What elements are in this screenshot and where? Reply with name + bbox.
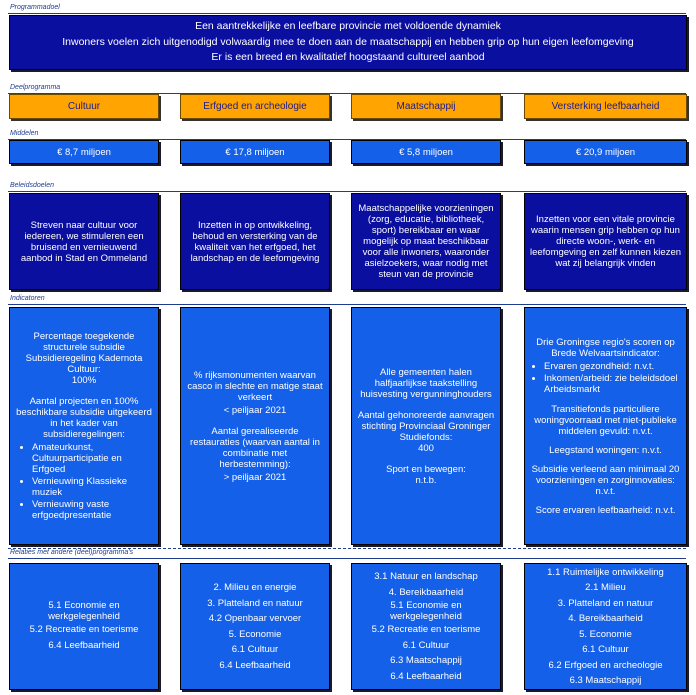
label-deelprogramma: Deelprogramma (10, 84, 61, 91)
deelprogramma-leefbaarheid: Versterking leefbaarheid (524, 94, 687, 119)
divider (8, 191, 686, 192)
indicator-value: n.t.b. (415, 474, 437, 486)
relatie-item: 6.4 Leefbaarheid (390, 670, 462, 682)
relatie-item: 5. Economie (579, 628, 632, 640)
relatie-item: 4. Bereikbaarheid (568, 613, 643, 624)
relatie-item: 3. Platteland en natuur (557, 597, 654, 609)
indicatoren-erfgoed (180, 307, 330, 545)
indicator-text: % rijksmonumenten waarvan casco in slechte en matige staat verkeert (187, 369, 323, 403)
indicatoren-cultuur (9, 307, 159, 545)
beleidsdoel-maatschappij (351, 193, 501, 290)
indicator-text: Leegstand woningen: n.v.t. (549, 444, 662, 456)
indicator-bullet: • Ervaren gezondheid: n.v.t. (544, 361, 683, 372)
label-indicatoren: Indicatoren (10, 295, 45, 302)
indicator-text: Alle gemeenten halen halfjaarlijkse taakstelling huisvesting vergunninghouders (360, 366, 492, 400)
relatie-item: 5. Economie (228, 628, 282, 640)
indicator-bullets (528, 361, 683, 396)
indicator-text: Aantal projecten en 100% beschikbare subsidie uitgekeerd in het kader van subsidieregelingen: (16, 395, 152, 440)
label-middelen: Middelen (10, 130, 39, 137)
relatie-item: 2. Milieu en energie (213, 582, 297, 593)
indicator-value: > peiljaar 2021 (223, 471, 287, 483)
relatie-item: 6.2 Erfgoed en archeologie (548, 659, 663, 671)
relatie-item: 6.3 Maatschappij (390, 655, 462, 666)
deelprogramma-erfgoed: Erfgoed en archeologie (180, 94, 330, 119)
relatie-item: 6.4 Leefbaarheid (219, 659, 291, 671)
divider (8, 13, 686, 14)
relatie-item: 4.2 Openbaar vervoer (208, 613, 302, 624)
programmadoel-line: Er is een breed en kwalitatief hoogstaand cultureel aanbod (211, 51, 485, 64)
relatie-item: 4. Bereikbaarheid (388, 586, 464, 598)
beleidsdoel-erfgoed (180, 193, 330, 290)
indicator-value: 400 (418, 442, 434, 454)
programmadoel-box (9, 15, 687, 70)
middelen-leefbaarheid: € 20,9 miljoen (524, 140, 687, 164)
indicator-text: Aantal gehonoreerde aanvragen stichting Provinciaal Groninger Studiefonds: (357, 409, 495, 443)
deelprogramma-maatschappij: Maatschappij (351, 94, 501, 119)
indicator-text: Aantal gerealiseerde restauraties (waarvan aantal in combinatie met herbestemming): (190, 425, 320, 470)
label-beleidsdoelen: Beleidsdoelen (10, 182, 54, 189)
beleidsdoel-text: Inzetten voor een vitale provincie waarin mensen grip hebben op hun directe woon-, werk- en leefomgeving en zelf kunnen kiezen wat zij belangrijk vinden (529, 214, 682, 269)
middelen-maatschappij: € 5,8 miljoen (351, 140, 501, 164)
programmadoel-line: Een aantrekkelijke en leefbare provincie met voldoende dynamiek (195, 20, 501, 33)
indicator-bullet: • Vernieuwing Klassieke muziek (32, 476, 152, 498)
relatie-item: 6.1 Cultuur (231, 644, 279, 655)
beleidsdoel-text: Maatschappelijke voorzieningen (zorg, educatie, bibliotheek, sport) bereikbaar en waar mogelijk op maat beschikbaar voor alle inwoners, waaronder asielzoekers, waar nodig met steun van de provincie (358, 203, 494, 280)
middelen-erfgoed: € 17,8 miljoen (180, 140, 330, 164)
middelen-cultuur: € 8,7 miljoen (9, 140, 159, 164)
relatie-item: 5.1 Economie en werkgelegenheid (390, 600, 462, 622)
divider (8, 548, 686, 549)
indicator-text: Sport en bewegen: (386, 463, 466, 475)
indicator-value: < peiljaar 2021 (223, 404, 287, 416)
relaties-leefbaarheid (524, 563, 687, 690)
relatie-item: 5.1 Economie en werkgelegenheid (48, 600, 120, 622)
indicator-bullet: • Vernieuwing vaste erfgoedpresentatie (32, 499, 152, 521)
indicator-text: Transitiefonds particuliere woningvoorraad met niet-publieke middelen gevuld: n.v.t. (534, 403, 677, 437)
indicatoren-leefbaarheid (524, 307, 687, 545)
label-relaties: Relaties met andere (deel)programma's (10, 549, 134, 556)
indicator-bullet: • Inkomen/arbeid: zie beleidsdoel Arbeidsmarkt (544, 373, 683, 395)
relatie-item: 6.3 Maatschappij (569, 675, 642, 686)
deelprogramma-cultuur: Cultuur (9, 94, 159, 119)
relatie-item: 5.2 Recreatie en toerisme (29, 624, 139, 635)
beleidsdoel-leefbaarheid (524, 193, 687, 290)
divider (8, 558, 686, 559)
relatie-item: 6.1 Cultuur (402, 639, 450, 651)
relatie-item: 5.2 Recreatie en toerisme (371, 624, 481, 635)
programmadoel-line: Inwoners voelen zich uitgenodigd volwaardig mee te doen aan de maatschappij en hebben grip op hun eigen leefomgeving (62, 35, 634, 48)
relatie-item: 1.1 Ruimtelijke ontwikkeling (547, 566, 664, 578)
indicator-bullets (16, 442, 152, 522)
indicator-bullet: • Amateurkunst, Cultuurparticipatie en Erfgoed (32, 442, 152, 475)
indicator-text: Subsidie verleend aan minimaal 20 voorzieningen en zorginnovaties: n.v.t. (531, 463, 680, 497)
indicatoren-maatschappij (351, 307, 501, 545)
divider (8, 304, 686, 305)
relatie-item: 2.1 Milieu (585, 582, 626, 593)
relatie-item: 3.1 Natuur en landschap (374, 571, 478, 582)
relaties-erfgoed (180, 563, 330, 690)
relatie-item: 6.1 Cultuur (582, 644, 629, 655)
beleidsdoel-cultuur (9, 193, 159, 290)
beleidsdoel-text: Inzetten in op ontwikkeling, behoud en versterking van de kwaliteit van het erfgoed, het landschap en de leefomgeving (190, 219, 320, 264)
indicator-value: 100% (71, 374, 97, 386)
relaties-maatschappij (351, 563, 501, 690)
indicator-text: Percentage toegekende structurele subsidie Subsidieregeling Kadernota Cultuur: (25, 330, 143, 375)
indicator-text: Drie Groningse regio's scoren op Brede Welvaartsindicator: (536, 336, 675, 359)
label-programmadoel: Programmadoel (10, 4, 60, 11)
relaties-cultuur (9, 563, 159, 690)
indicator-text: Score ervaren leefbaarheid: n.v.t. (535, 504, 676, 516)
relatie-item: 3. Platteland en natuur (207, 597, 303, 609)
relatie-item: 6.4 Leefbaarheid (48, 639, 120, 651)
beleidsdoel-text: Streven naar cultuur voor iedereen, we stimuleren een bruisend en vernieuwend aanbod in Stad en Ommeland (20, 219, 148, 264)
